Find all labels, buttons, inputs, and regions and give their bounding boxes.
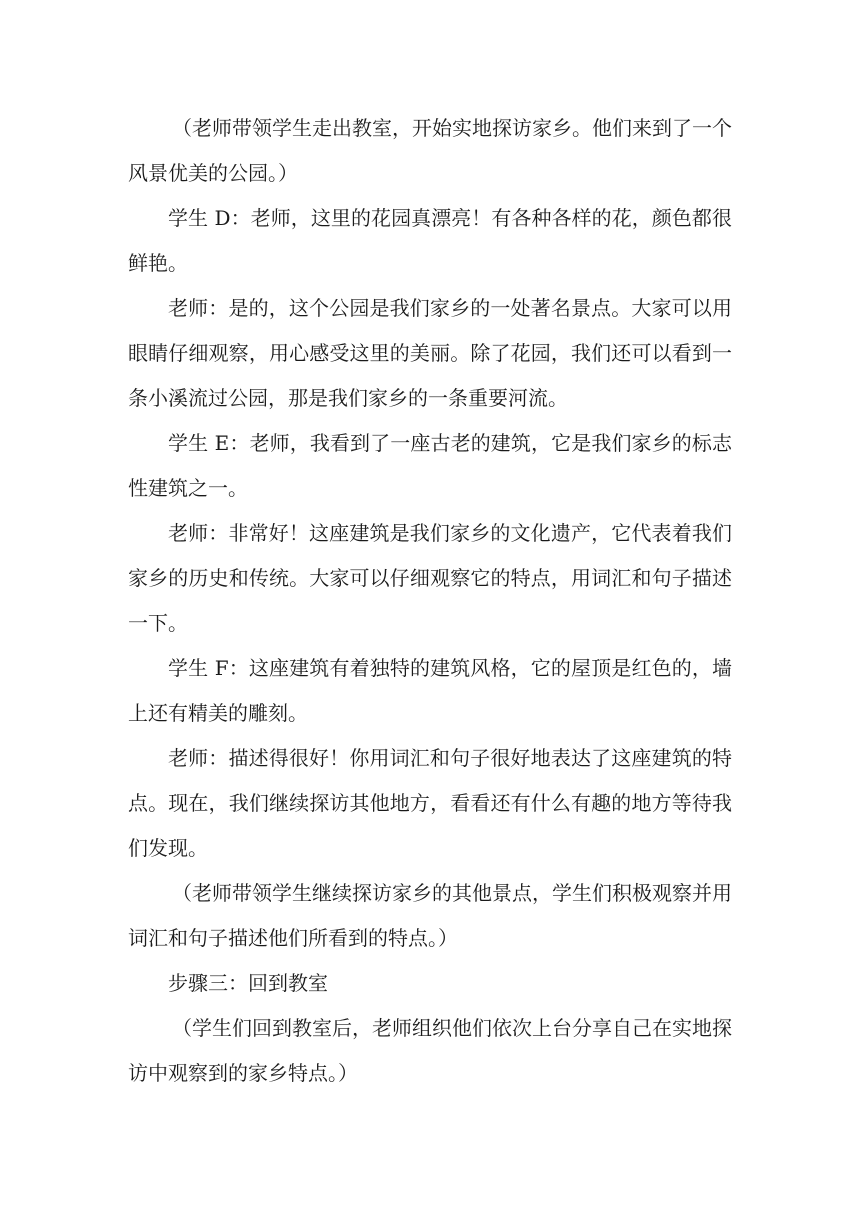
stage-direction-classroom: （学生们回到教室后，老师组织他们依次上台分享自己在实地探访中观察到的家乡特点。）	[128, 1016, 732, 1085]
dialogue-teacher-park: 老师：是的，这个公园是我们家乡的一处著名景点。大家可以用眼睛仔细观察，用心感受这里的美丽。除了花园，我们还可以看到一条小溪流过公园，那是我们家乡的一条重要河流。	[128, 296, 732, 410]
step-three-heading: 步骤三：回到教室	[168, 971, 328, 995]
dialogue-student-f: 学生 F：这座建筑有着独特的建筑风格，它的屋顶是红色的，墙上还有精美的雕刻。	[128, 656, 732, 725]
dialogue-student-e: 学生 E：老师，我看到了一座古老的建筑，它是我们家乡的标志性建筑之一。	[128, 431, 732, 500]
dialogue-student-d: 学生 D：老师，这里的花园真漂亮！有各种各样的花，颜色都很鲜艳。	[128, 206, 732, 275]
stage-direction-continue: （老师带领学生继续探访家乡的其他景点，学生们积极观察并用词汇和句子描述他们所看到的特点。）	[128, 881, 732, 950]
stage-direction-park: （老师带领学生走出教室，开始实地探访家乡。他们来到了一个风景优美的公园。）	[128, 116, 732, 185]
document-body	[128, 106, 732, 1096]
dialogue-teacher-continue: 老师：描述得很好！你用词汇和句子很好地表达了这座建筑的特点。现在，我们继续探访其他地方，看看还有什么有趣的地方等待我们发现。	[128, 746, 732, 860]
dialogue-teacher-building: 老师：非常好！这座建筑是我们家乡的文化遗产，它代表着我们家乡的历史和传统。大家可以仔细观察它的特点，用词汇和句子描述一下。	[128, 521, 732, 635]
